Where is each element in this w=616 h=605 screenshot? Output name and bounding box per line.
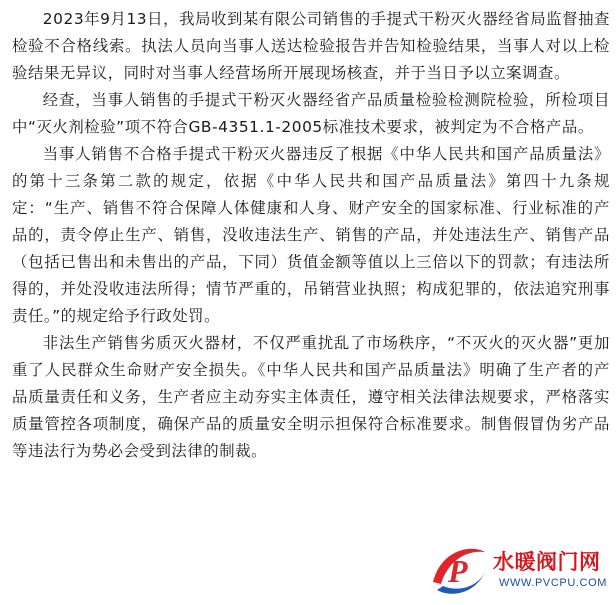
site-logo-letter: P bbox=[448, 553, 468, 589]
site-watermark bbox=[427, 540, 612, 602]
paragraph-legal-basis: 当事人销售不合格手提式干粉灭火器违反了根据《中华人民共和国产品质量法》的第十三条第二款的规定，依据《中华人民共和国产品质量法》第四十九条规定：“生产、销售不符合保障人体健康和人身、财产安全的国家标准、行业标准的产品的，责令停止生产、销售，没收违法生产、销售的产品，并处违法生产、销售产品（包括已售出和未售出的产品，下同）货值金额等值以上三倍以下的罚款；有违法所得的，并处没收违法所得；情节严重的，吊销营业执照；构成犯罪的，依法追究刑事责任。”的规定给予行政处罚。 bbox=[12, 145, 610, 325]
paragraph-case-source: 2023年9月13日，我局收到某有限公司销售的手提式干粉灭火器经省局监督抽查检验不合格线索。执法人员向当事人送达检验报告并告知检验结果，当事人对以上检验结果无异议，同时对当事人经营场所开展现场核查，并于当日予以立案调查。 bbox=[12, 10, 610, 82]
site-name: 水暖阀门网 bbox=[493, 550, 601, 574]
paragraph-inspection-result: 经查，当事人销售的手提式干粉灭火器经省产品质量检验检测院检验，所检项目中“灭火剂检验”项不符合GB-4351.1-2005标准技术要求，被判定为不合格产品。 bbox=[12, 91, 610, 136]
site-logo-icon bbox=[427, 542, 489, 600]
site-url: WWW.PVCPU.COM bbox=[499, 577, 608, 589]
paragraph-warning: 非法生产销售劣质灭火器材，不仅严重扰乱了市场秩序，“不灭火的灭火器”更加重了人民群众生命财产安全损失。《中华人民共和国产品质量法》明确了生产者的产品质量责任和义务，生产者应主动夯实主体责任，遵守相关法律法规要求，严格落实质量管控各项制度，确保产品的质量安全明示担保符合标准要求。制售假冒伪劣产品等违法行为势必会受到法律的制裁。 bbox=[12, 334, 610, 460]
article-body bbox=[12, 6, 610, 465]
